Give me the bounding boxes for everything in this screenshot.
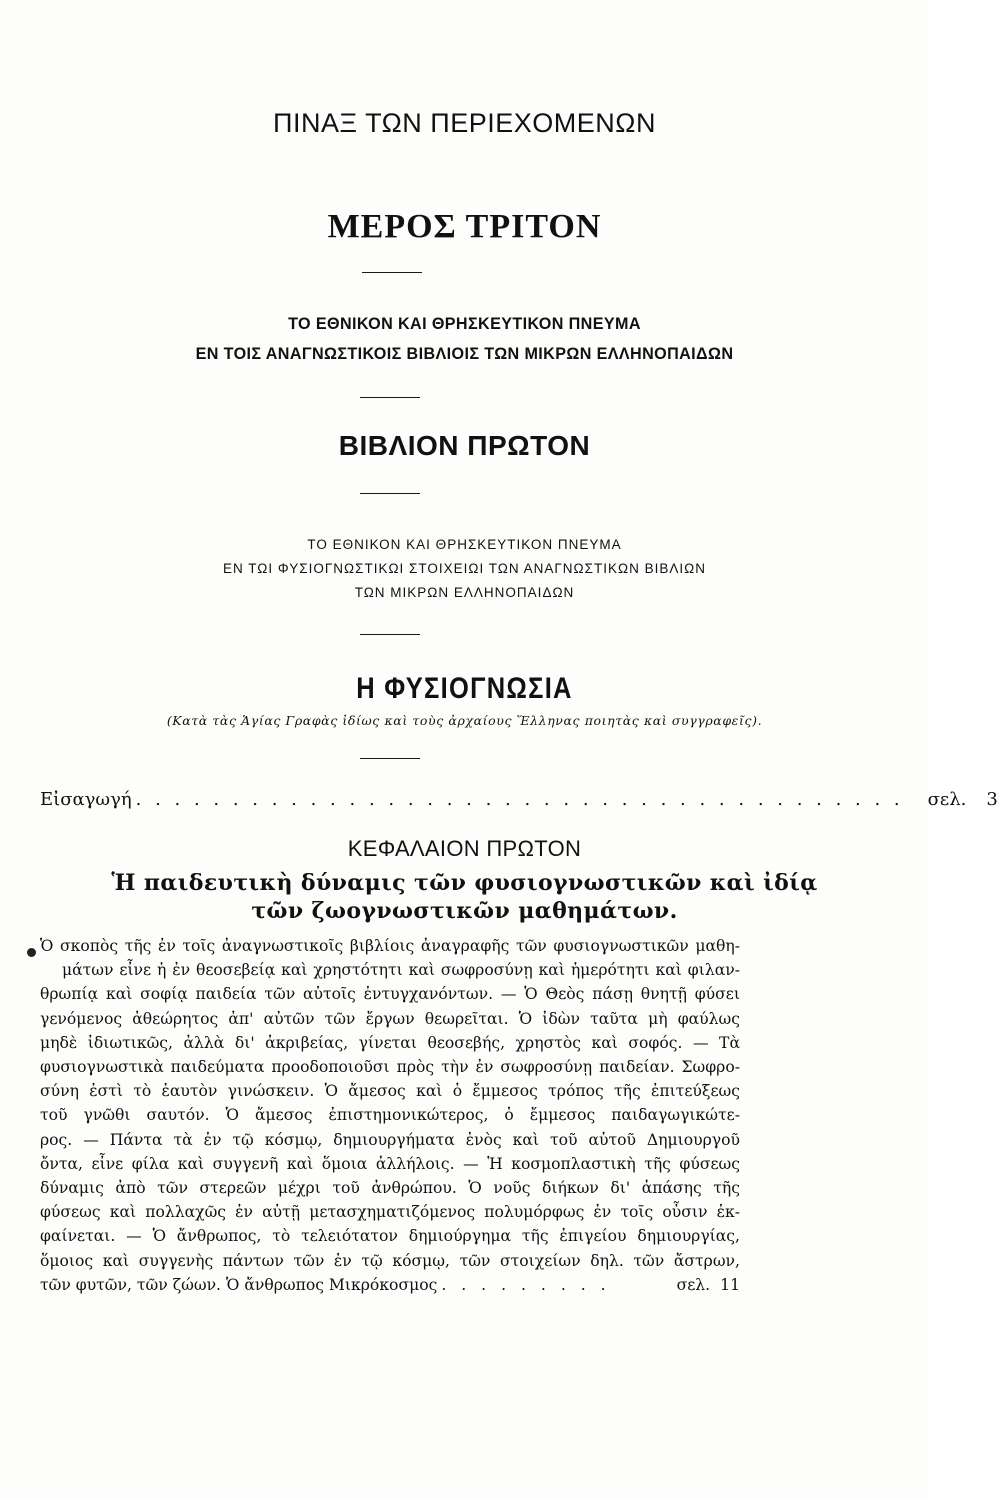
toc-entry-label: Εἰσαγωγή xyxy=(40,789,132,810)
body-line: θρωπίᾳ καὶ σοφίᾳ παιδεία τῶν αὐτοῖς ἐντυγχανόντων. — Ὁ Θεὸς πάσῃ θνητῇ φύσει xyxy=(40,985,740,1004)
chapter-summary-text xyxy=(40,934,740,1297)
body-line: τοῦ γνῶθι σαυτόν. Ὁ ἄμεσος ἐπιστημονικώτερος, ὁ ἔμμεσος παιδαγωγικώτε- xyxy=(40,1106,740,1125)
part-subtitle-line-2: ΕΝ ΤΟΙΣ ΑΝΑΓΝΩΣΤΙΚΟΙΣ ΒΙΒΛΙΟΙΣ ΤΩΝ ΜΙΚΡΩΝ ΕΛΛΗΝΟΠΑΙΔΩΝ xyxy=(195,344,734,363)
divider-rule xyxy=(360,493,420,494)
section-title: Η ΦΥΣΙΟΓΝΩΣΙΑ xyxy=(356,672,573,705)
page-number: 11 xyxy=(720,1275,740,1294)
page-abbr: σελ. xyxy=(927,789,967,810)
part-subtitle-line-1: ΤΟ ΕΘΝΙΚΟΝ ΚΑΙ ΘΡΗΣΚΕΥΤΙΚΟΝ ΠΝΕΥΜΑ xyxy=(288,314,641,333)
contents-heading: ΠΙΝΑΞ ΤΩΝ ΠΕΡΙΕΧΟΜΕΝΩΝ xyxy=(273,108,656,138)
part-title: ΜΕΡΟΣ ΤΡΙΤΟΝ xyxy=(327,208,602,245)
body-line: τῶν φυτῶν, τῶν ζώων. Ὁ ἄνθρωπος Μικρόκοσμος xyxy=(40,1275,438,1294)
toc-leader-dots: . . . . . . . . . xyxy=(441,1275,611,1294)
body-line: δύναμις ἀπὸ τῶν στερεῶν μέχρι τοῦ ἀνθρώπου. Ὁ νοῦς διήκων δι' ἁπάσης τῆς xyxy=(40,1179,740,1198)
book-subtitle-line-1: ΤΟ ΕΘΝΙΚΟΝ ΚΑΙ ΘΡΗΣΚΕΥΤΙΚΟΝ ΠΝΕΥΜΑ xyxy=(307,537,622,552)
divider-rule xyxy=(362,272,422,273)
toc-page-ref xyxy=(667,1273,740,1297)
body-line: φύσεως καὶ πολλαχῶς ἐν αὐτῇ μετασχηματιζόμενος πολυμόρφως ἐν τοῖς οὖσιν ἐκ- xyxy=(40,1203,740,1222)
divider-rule xyxy=(360,634,420,635)
book-subtitle-line-2: ΕΝ ΤΩΙ ΦΥΣΙΟΓΝΩΣΤΙΚΩΙ ΣΤΟΙΧΕΙΩΙ ΤΩΝ ΑΝΑΓΝΩΣΤΙΚΩΝ ΒΙΒΛΙΩΝ xyxy=(223,561,706,576)
divider-rule xyxy=(360,758,420,759)
toc-leader-dots: . . . . . . . . . . . . . . . . . . . . . . . . . . . . . . . . . . . . . . . . xyxy=(135,789,904,810)
body-line: Ὁ σκοπὸς τῆς ἐν τοῖς ἀναγνωστικοῖς βιβλίοις ἀναγραφῆς τῶν φυσιογνωστικῶν μαθη- xyxy=(40,937,740,955)
chapter-title-line-1: Ἡ παιδευτικὴ δύναμις τῶν φυσιογνωστικῶν καὶ ἰδίᾳ xyxy=(111,870,818,896)
divider-rule xyxy=(360,397,420,398)
page-abbr: σελ. xyxy=(676,1275,711,1294)
book-subtitle-line-3: ΤΩΝ ΜΙΚΡΩΝ ΕΛΛΗΝΟΠΑΙΔΩΝ xyxy=(354,585,575,600)
body-line: ὅμοιος καὶ συγγενὴς πάντων τῶν ἐν τῷ κόσμῳ, τῶν στοιχείων δηλ. τῶν ἄστρων, xyxy=(40,1251,740,1270)
body-line: ρος. — Πάντα τὰ ἐν τῷ κόσμῳ, δημιουργήματα ἑνὸς καὶ τοῦ αὐτοῦ Δημιουργοῦ xyxy=(40,1130,740,1149)
book-title: ΒΙΒΛΙΟΝ ΠΡΩΤΟΝ xyxy=(338,430,591,461)
body-line: μάτων εἶνε ἡ ἐν θεοσεβείᾳ καὶ χρηστότητι καὶ σωφροσύνῃ καὶ ἡμερότητι καὶ φιλαν- xyxy=(62,961,740,980)
chapter-title-line-2: τῶν ζωογνωστικῶν μαθημάτων. xyxy=(251,898,678,924)
body-line: ὄντα, εἶνε φίλα καὶ συγγενῆ καὶ ὅμοια ἀλλήλοις. — Ἡ κοσμοπλαστικὴ τῆς φύσεως xyxy=(40,1154,740,1173)
page-number: 3 xyxy=(986,789,998,810)
body-line: φαίνεται. — Ὁ ἄνθρωπος, τὸ τελειότατον δημιούργημα τῆς ἐπιγείου δημιουργίας, xyxy=(40,1227,740,1246)
body-line: σύνη ἐστὶ τὸ ἑαυτὸν γινώσκειν. Ὁ ἄμεσος καὶ ὁ ἔμμεσος τρόπος τῆς ἐπιτεύξεως xyxy=(40,1082,740,1101)
toc-entry-microcosm[interactable] xyxy=(40,1273,740,1297)
toc-entry-introduction[interactable] xyxy=(40,789,998,810)
body-line: γενόμενος ἀθεώρητος ἀπ' αὐτῶν τῶν ἔργων θεωρεῖται. Ὁ ἰδὼν ταῦτα μὴ φαύλως xyxy=(40,1009,740,1028)
chapter-heading: ΚΕΦΑΛΑΙΟΝ ΠΡΩΤΟΝ xyxy=(347,836,582,861)
body-line: φυσιογνωστικὰ παιδεύματα προοδοποιοῦσι πρὸς τὴν ἐν σωφροσύνῃ παιδείαν. Σωφρο- xyxy=(40,1058,740,1077)
ink-mark xyxy=(27,948,36,957)
body-line: μηδὲ ἰδιωτικῶς, ἀλλὰ δι' ἀκριβείας, γίνεται θεοσεβής, χρηστὸς καὶ σοφός. — Τὰ xyxy=(40,1033,740,1052)
section-note: (Κατὰ τὰς Ἁγίας Γραφὰς ἰδίως καὶ τοὺς ἀρχαίους Ἕλληνας ποιητὰς καὶ συγγραφεῖς). xyxy=(166,713,763,728)
toc-page-ref xyxy=(908,789,998,810)
